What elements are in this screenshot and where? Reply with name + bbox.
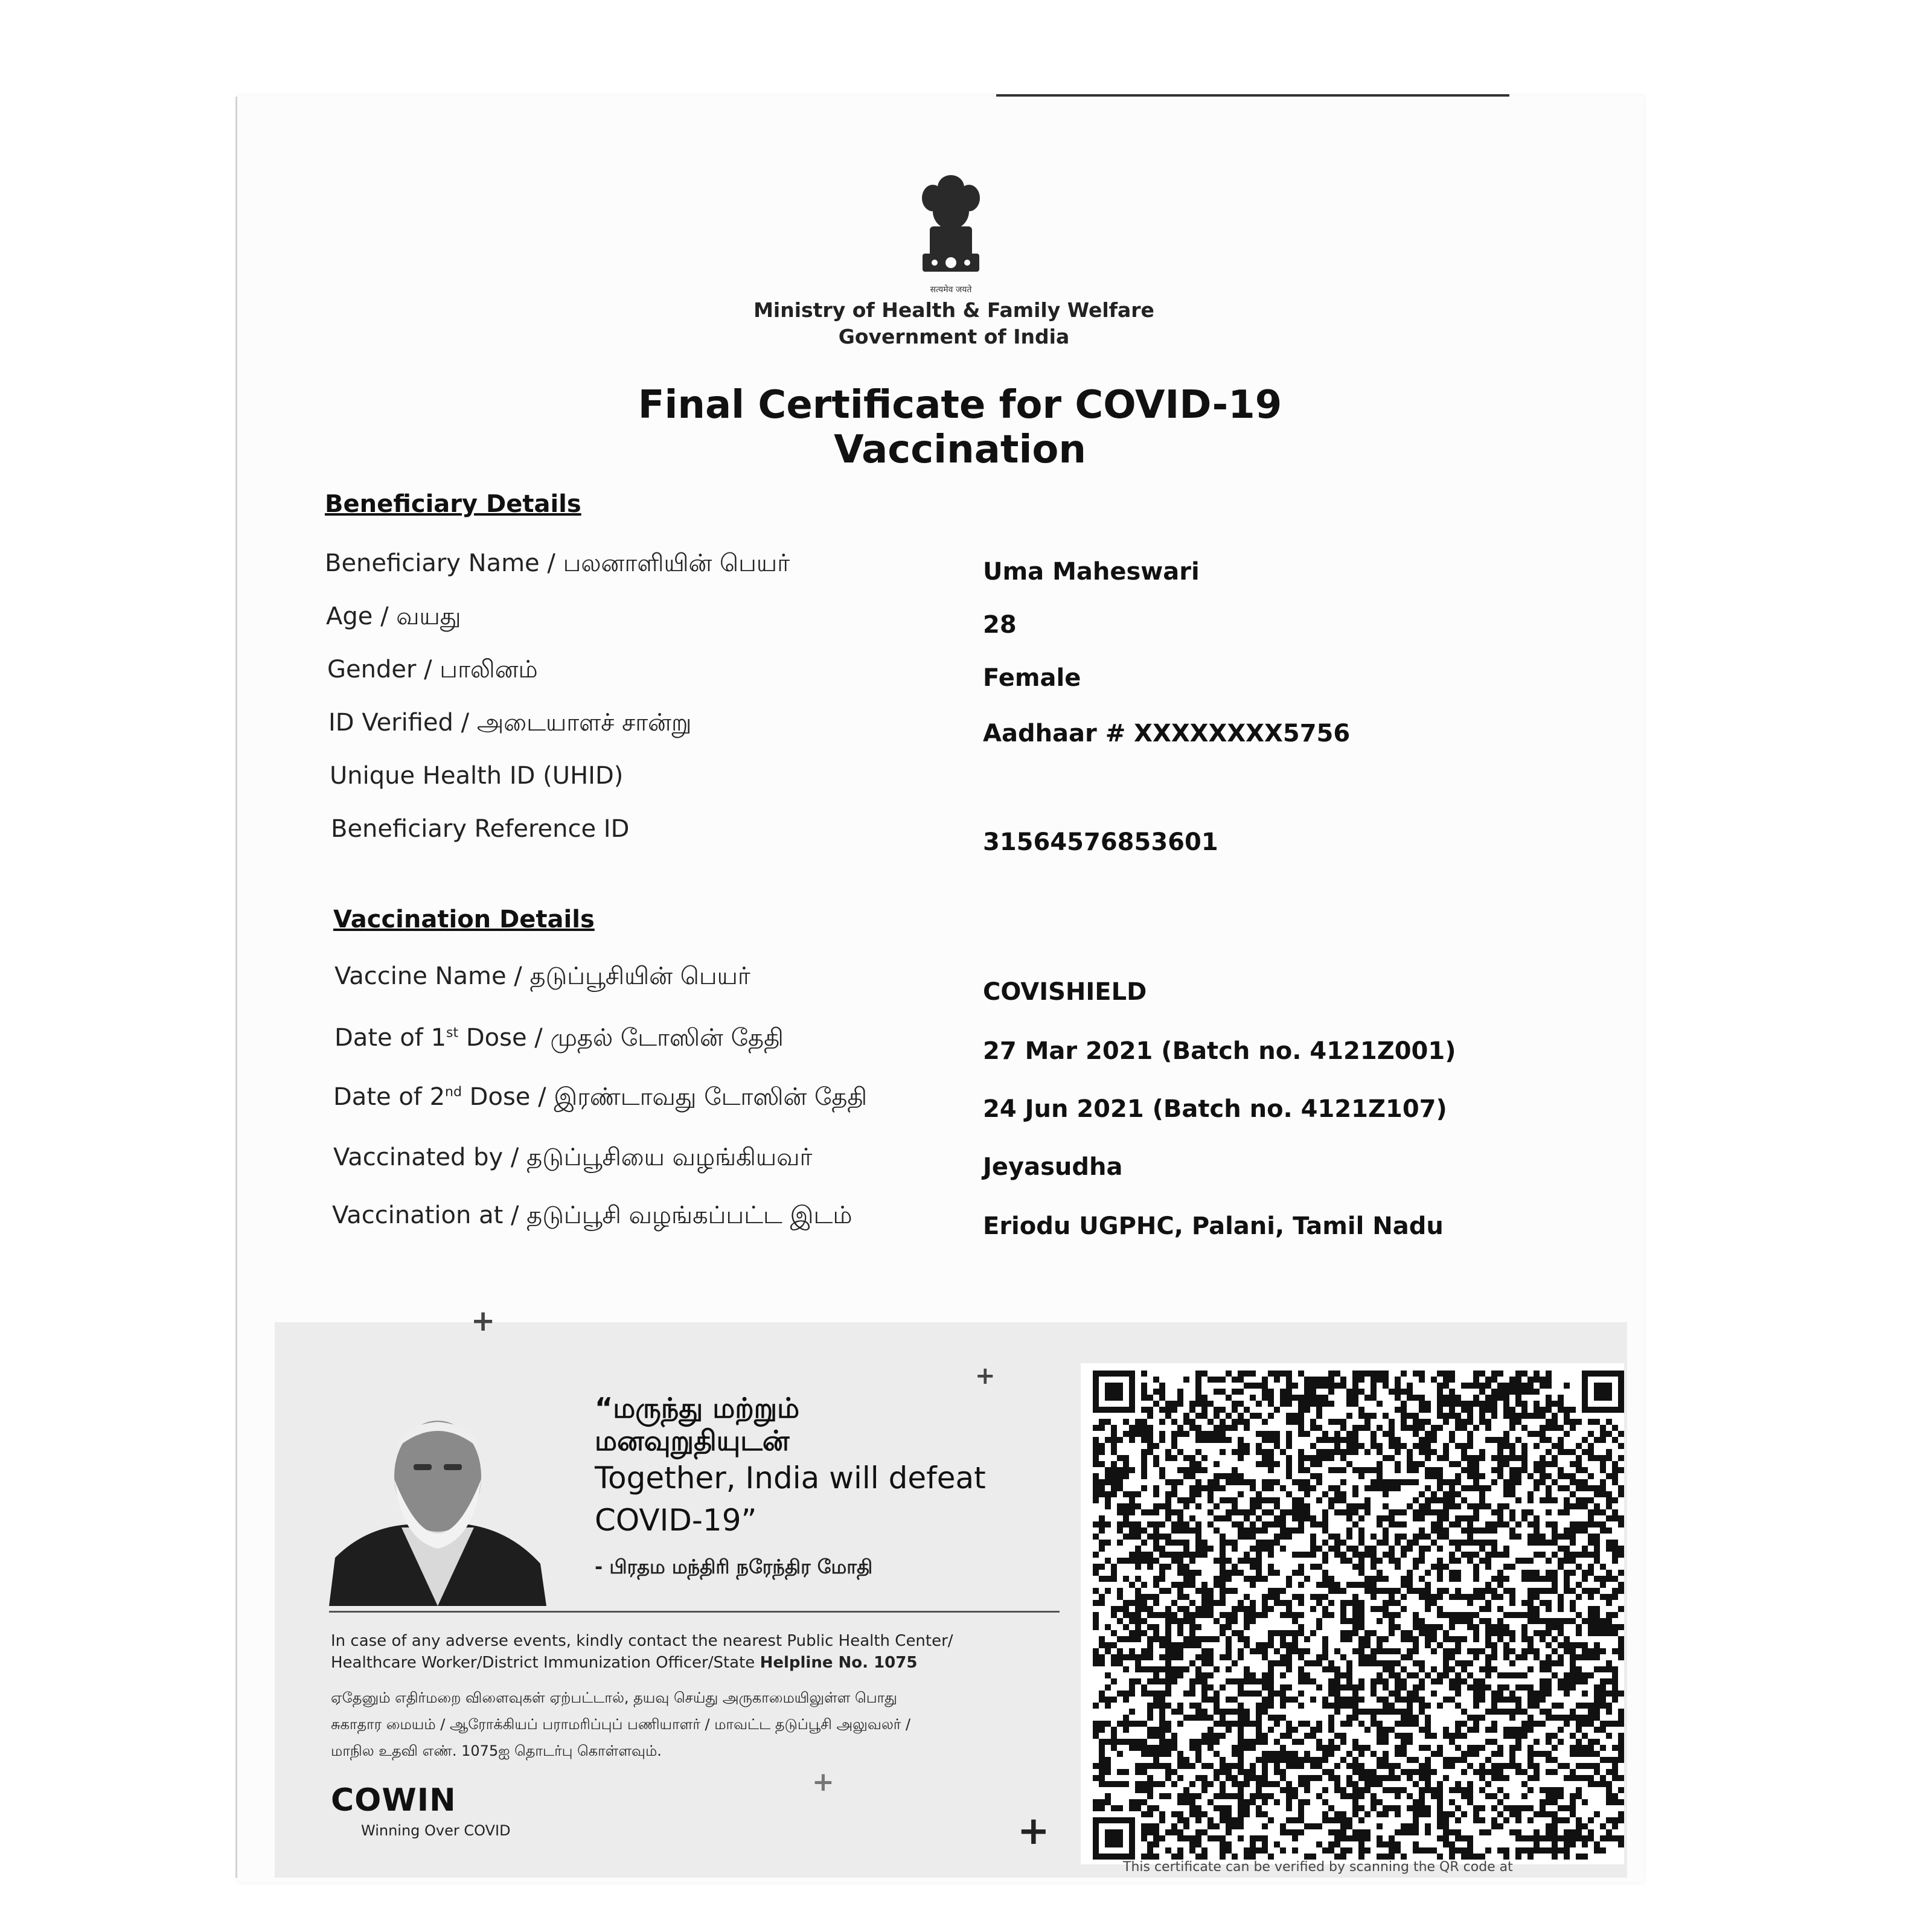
adverse-english-line1: In case of any adverse events, kindly contact the nearest Public Health Center/ [331, 1632, 953, 1650]
vaccinated-at-value: Eriodu UGPHC, Palani, Tamil Nadu [983, 1212, 1444, 1240]
vaccine-name-label: Vaccine Name / தடுப்பூசியின் பெயர் [334, 962, 750, 990]
paper-top-edge [996, 94, 1509, 97]
national-emblem-icon [912, 169, 990, 290]
verification-note: This certificate can be verified by scanning the QR code at [1123, 1860, 1513, 1875]
qr-code[interactable] [1093, 1371, 1624, 1860]
dose2-value: 24 Jun 2021 (Batch no. 4121Z107) [983, 1095, 1447, 1123]
adverse-tamil-line1: ஏதேனும் எதிர்மறை விளைவுகள் ஏற்பட்டால், தயவு செய்து அருகாமையிலுள்ள பொது [331, 1689, 897, 1706]
ministry-name: Ministry of Health & Family Welfare [753, 298, 1154, 322]
plus-decoration-icon: + [812, 1767, 834, 1797]
adverse-english-line2-text: Healthcare Worker/District Immunization Officer/State [331, 1654, 760, 1672]
emblem-motto: सत्यमेव जयते [930, 285, 972, 295]
age-value: 28 [983, 611, 1017, 639]
uhid-label: Unique Health ID (UHID) [330, 762, 624, 790]
dose2-label-suffix: Dose / இரண்டாவது டோஸின் தேதி [461, 1083, 868, 1111]
dose1-value: 27 Mar 2021 (Batch no. 4121Z001) [983, 1037, 1456, 1065]
dose2-label-prefix: Date of 2 [333, 1083, 446, 1111]
id-verified-value: Aadhaar # XXXXXXXX5756 [983, 720, 1351, 747]
quote-tamil-line2: மனவுறுதியுடன் [595, 1424, 790, 1457]
banner-divider [329, 1611, 1060, 1613]
quote-tamil-line1: “மருந்து மற்றும் [595, 1392, 800, 1424]
gender-label: Gender / பாலினம் [327, 656, 538, 683]
gender-value: Female [983, 664, 1081, 692]
adverse-english-line2 [331, 1652, 1073, 1674]
cowin-logo: COWIN [331, 1782, 456, 1818]
dose2-label-ordinal: nd [445, 1084, 462, 1100]
dose1-label-ordinal: st [446, 1025, 459, 1041]
dose1-label [334, 1024, 784, 1055]
adverse-tamil-line3: மாநில உதவி எண். 1075ஐ தொடர்பு கொள்ளவும். [331, 1742, 662, 1759]
plus-decoration-icon: + [975, 1362, 996, 1390]
beneficiary-name-value: Uma Maheswari [983, 558, 1200, 586]
vaccinated-by-label: Vaccinated by / தடுப்பூசியை வழங்கியவர் [333, 1144, 813, 1171]
quote-english-line2: COVID-19” [595, 1503, 757, 1538]
plus-decoration-icon: + [471, 1304, 496, 1338]
prime-minister-portrait [329, 1407, 546, 1606]
beneficiary-name-label: Beneficiary Name / பலனாளியின் பெயர் [325, 549, 790, 577]
dose2-label [333, 1083, 867, 1114]
quote-english-line1: Together, India will defeat [595, 1460, 986, 1495]
vaccinated-by-value: Jeyasudha [983, 1153, 1123, 1181]
helpline-number: Helpline No. 1075 [760, 1654, 918, 1672]
age-label: Age / வயது [326, 603, 461, 630]
quote-attribution: - பிரதம மந்திரி நரேந்திர மோதி [595, 1555, 873, 1578]
id-verified-label: ID Verified / அடையாளச் சான்று [328, 709, 692, 737]
cowin-tagline: Winning Over COVID [361, 1822, 511, 1839]
vaccination-details-heading: Vaccination Details [333, 906, 595, 933]
dose1-label-prefix: Date of 1 [334, 1024, 447, 1052]
reference-id-label: Beneficiary Reference ID [331, 815, 630, 843]
dose1-label-suffix: Dose / முதல் டோஸின் தேதி [458, 1024, 784, 1052]
adverse-tamil-line2: சுகாதார மையம் / ஆரோக்கியப் பராமரிப்புப் பணியாளர் / மாவட்ட தடுப்பூசி அலுவலர் / [331, 1716, 911, 1733]
beneficiary-details-heading: Beneficiary Details [325, 490, 581, 518]
plus-decoration-icon: + [1017, 1809, 1050, 1854]
government-name: Government of India [838, 325, 1070, 348]
adverse-events-english [331, 1630, 1073, 1674]
certificate-title: Final Certificate for COVID-19 Vaccination [638, 383, 1282, 472]
adverse-events-tamil [331, 1684, 1073, 1764]
pm-quote [595, 1392, 1066, 1541]
vaccine-name-value: COVISHIELD [983, 978, 1147, 1006]
ministry-heading [712, 297, 1195, 350]
reference-id-value: 31564576853601 [983, 828, 1218, 856]
vaccinated-at-label: Vaccination at / தடுப்பூசி வழங்கப்பட்ட இடம் [332, 1201, 852, 1229]
